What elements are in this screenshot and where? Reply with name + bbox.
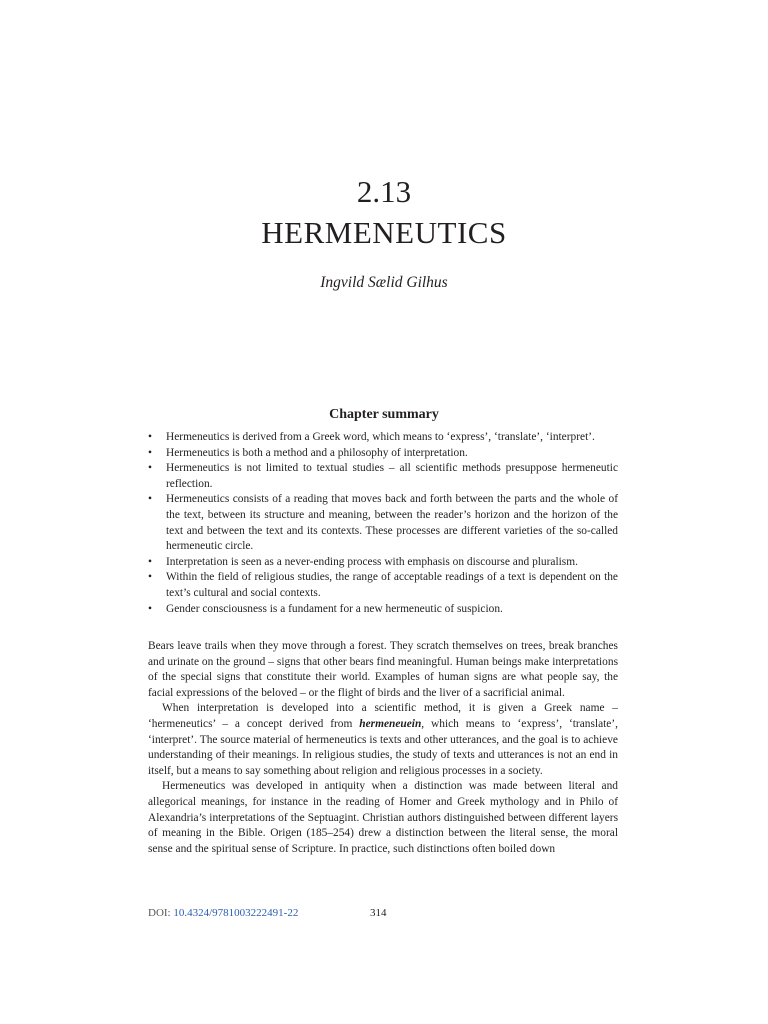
chapter-number: 2.13 [356, 174, 412, 209]
body-paragraph-3: Hermeneutics was developed in antiquity when a distinction was made between literal and allegorical meanings, for instance in the reading of Homer and Greek mythology and in Philo of Alexandria’s interpretations of the Septuagint. Christian authors distinguished between different layers of meaning in the Bible. Origen (185–254) drew a distinction between the literal sense, the moral sense and the spiritual sense of Scripture. In practice, such distinctions often boiled down [148, 780, 618, 855]
paragraph-text: , which means to ‘express’, ‘translate’, ‘interpret’. The source material of hermeneutics is texts and other utterances, and the goal is to achieve understanding of their meanings. In religious studies, the study of texts and utterances is not an end in itself, but a means to say something about religion and religious processes in a society. [148, 717, 618, 777]
summary-item: • Hermeneutics is both a method and a philosophy of interpretation. [148, 446, 618, 462]
doi [148, 905, 298, 921]
summary-item: • Hermeneutics consists of a reading that moves back and forth between the parts and the whole of the text, between its structure and meaning, between the reader’s horizon and the horizon of the text and between the text and its contexts. These processes are different varieties of the so-called hermeneutic circle. [148, 492, 618, 554]
paragraph-text: When interpretation is developed into a scientific method, it is given a Greek name – ‘hermeneutics’ – a concept derived from [148, 702, 618, 730]
summary-item: • Hermeneutics is not limited to textual studies – all scientific methods presuppose hermeneutic reflection. [148, 461, 618, 492]
doi-label: DOI: [148, 907, 174, 919]
summary-heading: Chapter summary [329, 407, 439, 422]
body-paragraph-1: Bears leave trails when they move through a forest. They scratch themselves on trees, break branches and urinate on the ground – signs that other bears find meaningful. Human beings make interpretations of the special signs that constitute their world. Examples of human signs are what people say, the facial expressions of the beloved – or the flight of birds and the liver of a sacrificial animal. [148, 640, 618, 699]
body-text [148, 639, 618, 857]
summary-list [148, 430, 618, 617]
greek-term: hermeneuein [359, 717, 422, 730]
summary-item: • Hermeneutics is derived from a Greek word, which means to ‘express’, ‘translate’, ‘interpret’. [148, 430, 618, 446]
body-paragraph-2 [148, 701, 618, 779]
summary-item: • Within the field of religious studies, the range of acceptable readings of a text is dependent on the text’s cultural and social contexts. [148, 570, 618, 601]
page-number: 314 [370, 907, 387, 919]
page-footer [148, 905, 618, 923]
doi-link[interactable]: 10.4324/9781003222491-22 [173, 907, 299, 919]
chapter-author: Ingvild Sælid Gilhus [320, 274, 448, 291]
summary-item: • Interpretation is seen as a never-ending process with emphasis on discourse and pluralism. [148, 555, 618, 571]
summary-item: • Gender consciousness is a fundament for a new hermeneutic of suspicion. [148, 602, 618, 618]
chapter-title: HERMENEUTICS [261, 215, 507, 250]
